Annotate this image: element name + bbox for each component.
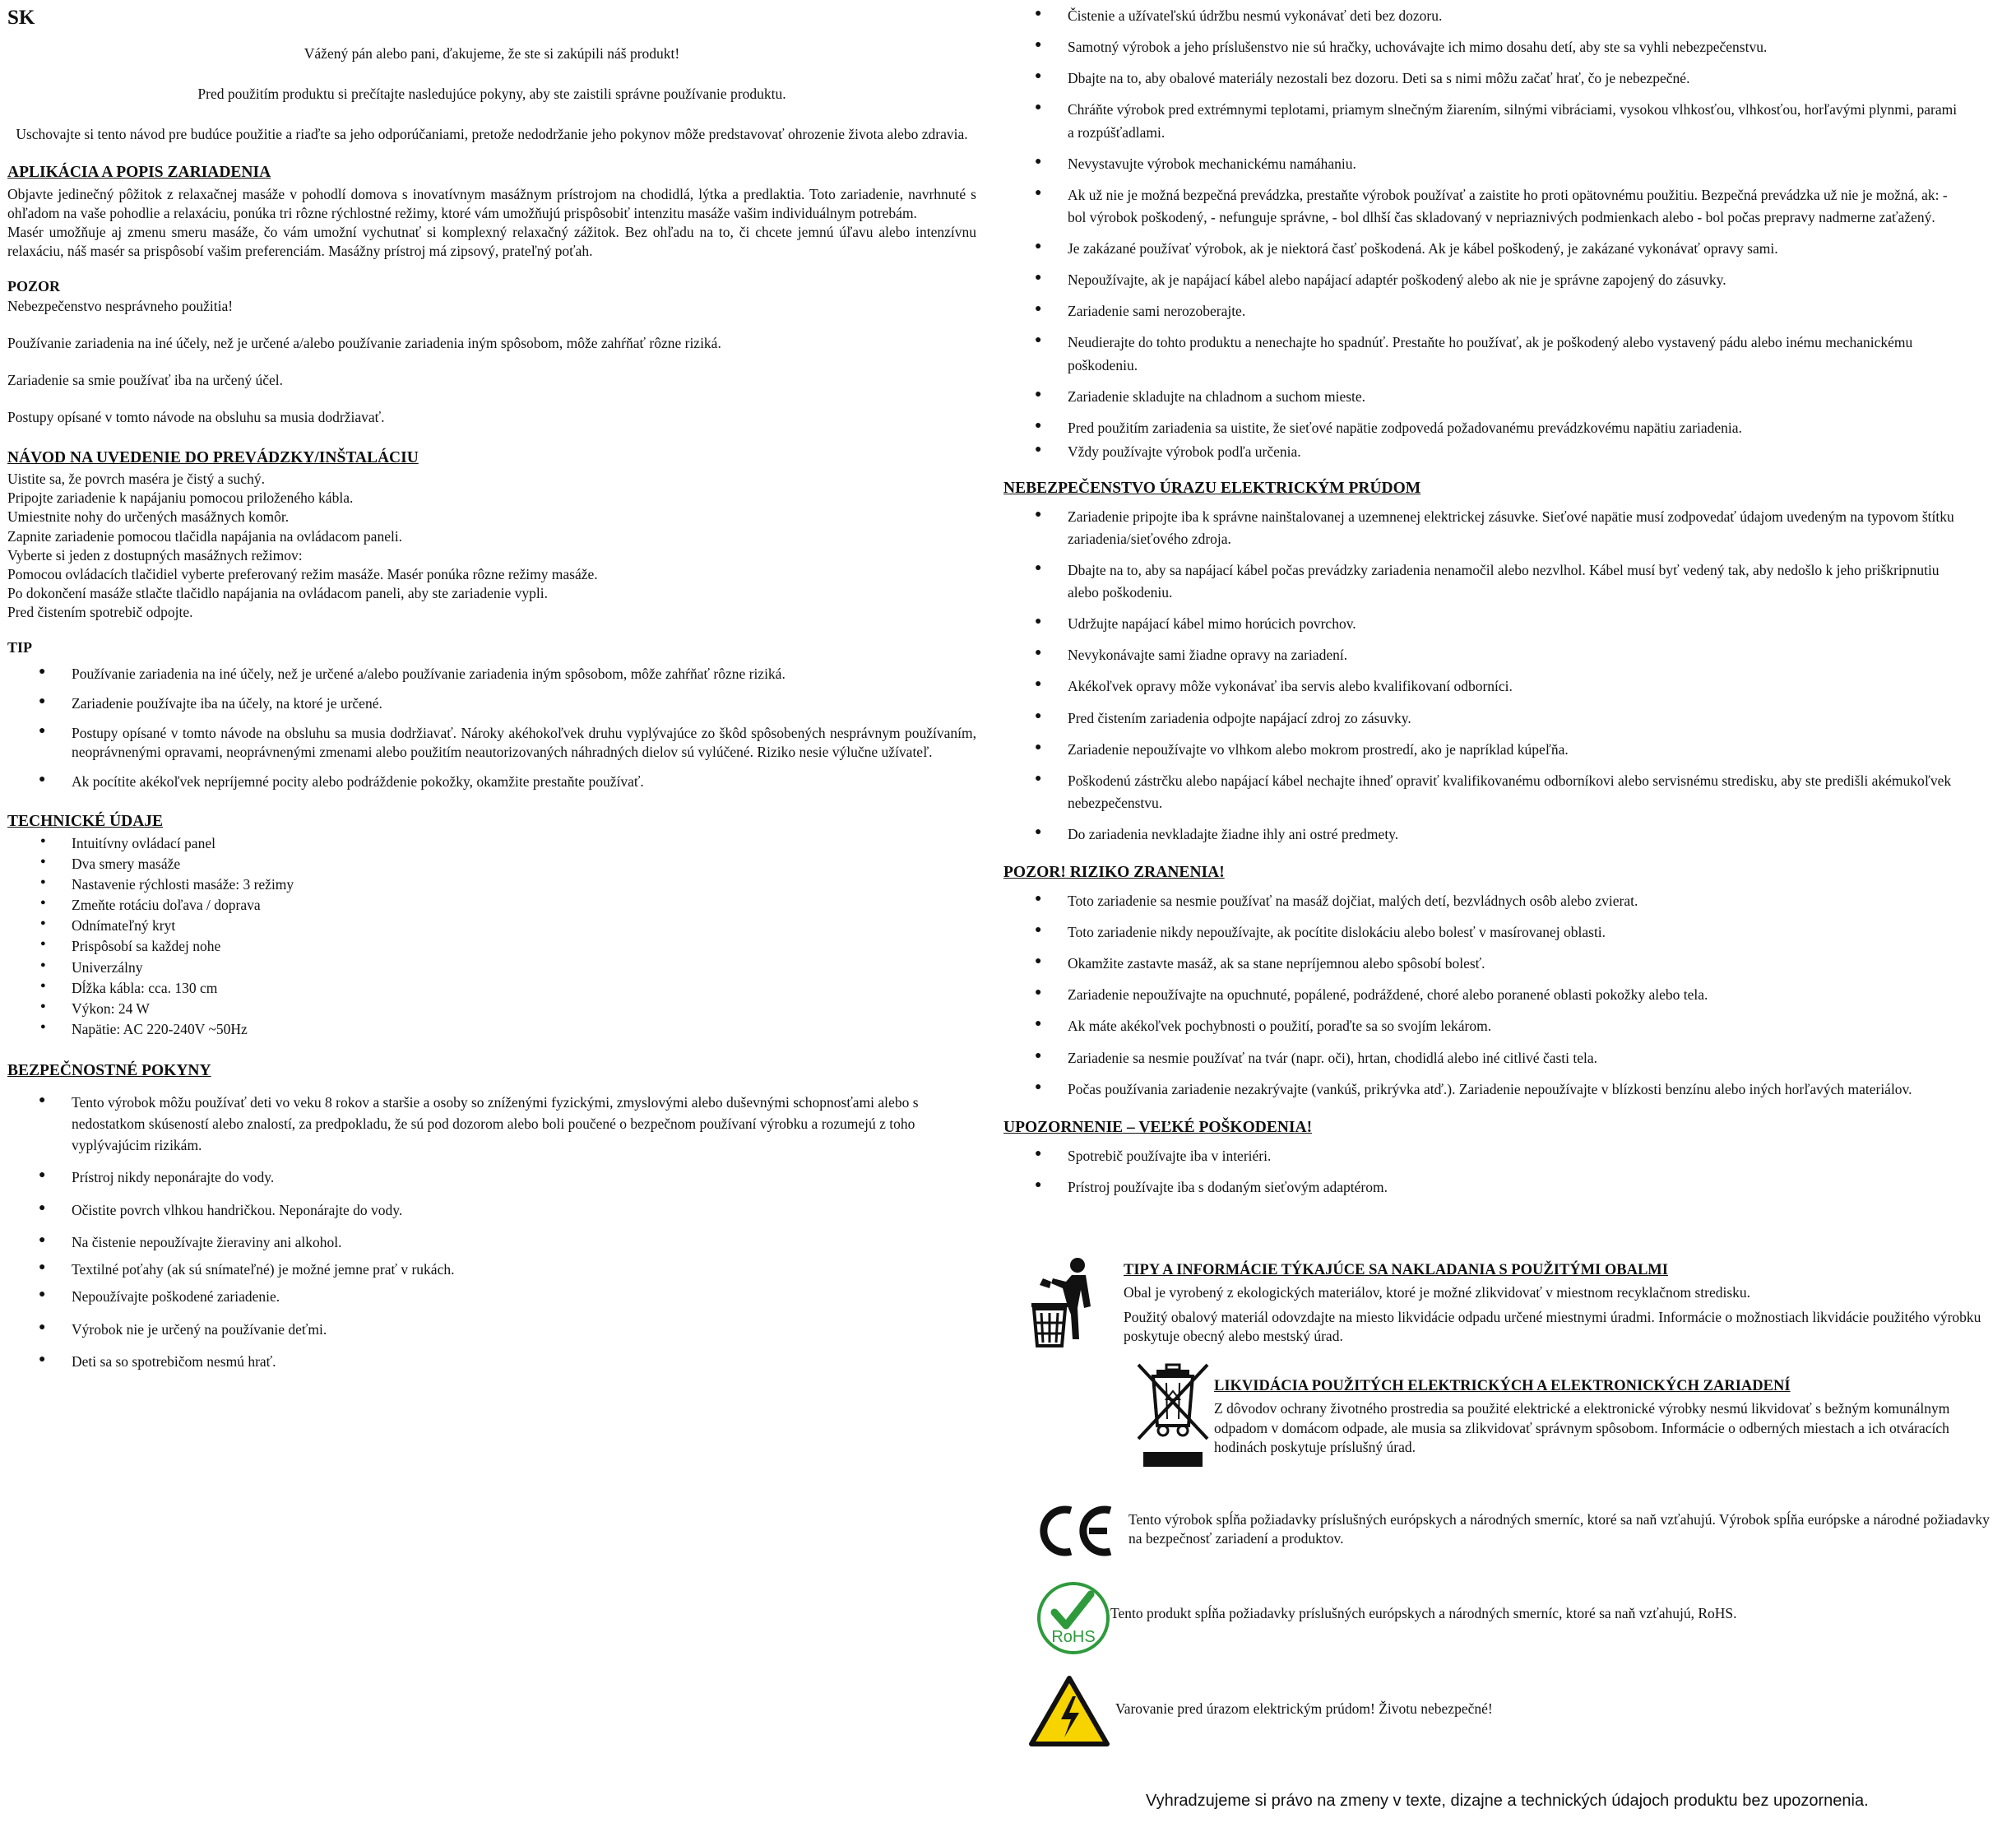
intro-keep-manual: Uschovajte si tento návod pre budúce použitie a riaďte sa jeho odporúčaniami, pretože nedodržanie jeho pokynov môže predstavovať ohrozenie života alebo zdravia.: [16, 126, 968, 143]
install-heading: NÁVOD NA UVEDENIE DO PREVÁDZKY/INŠTALÁCIU: [7, 448, 419, 466]
crossed-bin-icon: [1135, 1361, 1211, 1468]
injury-heading: POZOR! RIZIKO ZRANENIA!: [1003, 864, 1225, 882]
language-code: SK: [7, 7, 35, 29]
caution-line: Zariadenie sa smie používať iba na určený účel.: [7, 372, 283, 389]
list-item: ● Dbajte na to, aby sa napájací kábel počas prevádzky zariadenia nenamočil alebo nezvlhol. Kábel musí byť vedený tak, aby nedošlo k jeho priškripnutiu alebo poškodeniu.: [1003, 559, 1966, 604]
intro-greeting: Vážený pán alebo pani, ďakujeme, že ste si zakúpili náš produkt!: [304, 45, 680, 62]
caution-line: Postupy opísané v tomto návode na obsluhu sa musia dodržiavať.: [7, 409, 385, 426]
list-item: ● Postupy opísané v tomto návode na obsluhu sa musia dodržiavať. Nároky akéhokoľvek druhu vyplývajúce zo škôd spôsobených nesprávnym používaním, neoprávnenými opravami, neoprávnenými zmenami alebo použitím neautorizovaných náhradných dielov sú vylúčené. Riziko nesie výlučne užívateľ.: [7, 724, 976, 762]
list-item: ● Akékoľvek opravy môže vykonávať iba servis alebo kvalifikovaní odborníci.: [1003, 675, 1966, 698]
trash-person-icon: [1027, 1257, 1101, 1352]
right-column: [1003, 0, 1966, 1208]
list-item: ● Dĺžka kábla: cca. 130 cm: [7, 979, 976, 998]
list-item: ● Ak pocítite akékoľvek nepríjemné pocity alebo podráždenie pokožky, okamžite prestaňte používať.: [7, 772, 976, 791]
safety-list: [7, 1092, 976, 1373]
list-item: ● Nevykonávajte sami žiadne opravy na zariadení.: [1003, 644, 1966, 666]
list-item: ● Toto zariadenie sa nesmie používať na masáž dojčiat, malých detí, bezvládnych osôb alebo zvierat.: [1003, 890, 1966, 912]
list-item: ● Univerzálny: [7, 958, 976, 977]
damage-heading: UPOZORNENIE – VEĽKÉ POŠKODENIA!: [1003, 1118, 1313, 1136]
rohs-text: Tento produkt spĺňa požiadavky príslušných európskych a národných smerníc, ktoré sa naň vzťahujú, RoHS.: [1110, 1605, 1737, 1621]
list-item: ● Ak už nie je možná bezpečná prevádzka, prestaňte výrobok používať a zaistite ho proti opätovnému použitiu. Bezpečná prevádzka už nie je možná, ak: - bol výrobok poškodený, - nefunguje správne, - bol dlhší čas skladovaný v nepriaznivých podmienkach alebo - bol počas prepravy nadmerne zaťažený.: [1003, 184, 1966, 229]
list-item: ● Zariadenie sami nerozoberajte.: [1003, 300, 1966, 322]
ce-mark-icon: [1035, 1502, 1114, 1560]
list-item: ● Toto zariadenie nikdy nepoužívajte, ak pocítite dislokáciu alebo bolesť v masírovanej oblasti.: [1003, 921, 1966, 944]
list-item: ● Počas používania zariadenie nezakrývajte (vankúš, prikrývka atď.). Zariadenie nepoužívajte v blízkosti benzínu alebo iných horľavých materiálov.: [1003, 1078, 1966, 1101]
list-item: ● Vždy používajte výrobok podľa určenia.: [1003, 441, 1966, 463]
shock-warning-text: Varovanie pred úrazom elektrickým prúdom! Životu nebezpečné!: [1115, 1700, 1493, 1717]
list-item: ● Chráňte výrobok pred extrémnymi teplotami, priamym slnečným žiarením, silnými vibráciami, vysokou vlhkosťou, vlhkosťou, horľavými plynmi, parami a rozpúšťadlami.: [1003, 99, 1966, 143]
list-item: ● Do zariadenia nevkladajte žiadne ihly ani ostré predmety.: [1003, 823, 1966, 846]
application-paragraph-2: Masér umožňuje aj zmenu smeru masáže, čo vám umožní vychutnať si komplexný relaxačný zážitok. Bez ohľadu na to, či chcete jemnú úľavu alebo intenzívnu relaxáciu, náš masér sa prispôsobí vašim preferenciám. Masážny prístroj má zipsový, prateľný poťah.: [7, 224, 976, 260]
list-item: ● Prístroj používajte iba s dodaným sieťovým adaptérom.: [1003, 1176, 1966, 1199]
electric-heading: NEBEZPEČENSTVO ÚRAZU ELEKTRICKÝM PRÚDOM: [1003, 480, 1421, 497]
packaging-info: [1124, 1260, 1987, 1346]
install-step: Vyberte si jeden z dostupných masážnych režimov:: [7, 546, 303, 564]
list-item: ● Na čistenie nepoužívajte žieraviny ani alkohol.: [7, 1231, 976, 1253]
list-item: ● Zariadenie skladujte na chladnom a suchom mieste.: [1003, 386, 1966, 408]
list-item: ● Nastavenie rýchlosti masáže: 3 režimy: [7, 875, 976, 894]
tech-heading: TECHNICKÉ ÚDAJE: [7, 813, 164, 831]
tip-list: [7, 665, 976, 791]
list-item: ● Zariadenie sa nesmie používať na tvár (napr. oči), hrtan, chodidlá alebo iné citlivé časti tela.: [1003, 1047, 1966, 1069]
list-item: ● Pred čistením zariadenia odpojte napájací zdroj zo zásuvky.: [1003, 707, 1966, 730]
list-item: ● Zariadenie nepoužívajte na opuchnuté, popálené, podráždené, choré alebo poranené oblasti pokožky alebo tela.: [1003, 984, 1966, 1006]
list-item: ● Nevystavujte výrobok mechanickému namáhaniu.: [1003, 153, 1966, 175]
install-step: Zapnite zariadenie pomocou tlačidla napájania na ovládacom paneli.: [7, 527, 403, 545]
list-item: ● Ak máte akékoľvek pochybnosti o použití, poraďte sa so svojím lekárom.: [1003, 1015, 1966, 1037]
application-heading: APLIKÁCIA A POPIS ZARIADENIA: [7, 164, 271, 182]
install-step: Pripojte zariadenie k napájaniu pomocou priloženého kábla.: [7, 489, 354, 507]
packaging-paragraph: Použitý obalový materiál odovzdajte na miesto likvidácie odpadu určené miestnymi úradmi. Informácie o možnostiach likvidácie použitého výrobku poskytuje obecný alebo mestský úrad.: [1124, 1308, 1981, 1344]
caution-heading: POZOR: [7, 278, 61, 295]
safety-heading: BEZPEČNOSTNÉ POKYNY: [7, 1061, 211, 1079]
install-step: Po dokončení masáže stlačte tlačidlo napájania na ovládacom paneli, aby ste zariadenie vypli.: [7, 584, 548, 601]
list-item: ● Nepoužívajte, ak je napájací kábel alebo napájací adaptér poškodený alebo ak nie je správne zapojený do zásuvky.: [1003, 269, 1966, 291]
install-step: Pred čistením spotrebič odpojte.: [7, 603, 193, 620]
caution-subtitle: Nebezpečenstvo nesprávneho použitia!: [7, 298, 234, 315]
list-item: ● Deti sa so spotrebičom nesmú hrať.: [7, 1351, 976, 1372]
safety-continued-list: [1003, 5, 1966, 463]
injury-list: [1003, 890, 1966, 1101]
weee-paragraph: Z dôvodov ochrany životného prostredia sa použité elektrické a elektronické výrobky nesmú likvidovať s bežným komunálnym odpadom v domácom odpade, ale musia sa zlikvidovať správnym spôsobom. Informácie o odberných miestach a ich otváracích hodinách poskytuje príslušný úrad.: [1214, 1400, 1950, 1455]
list-item: ● Nepoužívajte poškodené zariadenie.: [7, 1286, 976, 1307]
list-item: ● Udržujte napájací kábel mimo horúcich povrchov.: [1003, 613, 1966, 635]
list-item: ● Textilné poťahy (ak sú snímateľné) je možné jemne prať v rukách.: [7, 1259, 976, 1280]
weee-heading: LIKVIDÁCIA POUŽITÝCH ELEKTRICKÝCH A ELEKTRONICKÝCH ZARIADENÍ: [1214, 1378, 1791, 1394]
list-item: ● Čistenie a užívateľskú údržbu nesmú vykonávať deti bez dozoru.: [1003, 5, 1966, 27]
list-item: ● Výkon: 24 W: [7, 1000, 976, 1018]
intro-read-instructions: Pred použitím produktu si prečítajte nasledujúce pokyny, aby ste zaistili správne používanie produktu.: [197, 86, 786, 103]
install-step: Uistite sa, že povrch maséra je čistý a suchý.: [7, 471, 265, 488]
electric-shock-warning-icon: [1028, 1675, 1110, 1749]
rohs-label: RoHS: [1051, 1628, 1096, 1646]
footer-disclaimer: Vyhradzujeme si právo na zmeny v texte, dizajne a technických údajoch produktu bez upozornenia.: [1146, 1792, 1869, 1810]
list-item: ● Napätie: AC 220-240V ~50Hz: [7, 1020, 976, 1039]
list-item: ● Očistite povrch vlhkou handričkou. Neponárajte do vody.: [7, 1199, 976, 1221]
list-item: ● Prispôsobí sa každej nohe: [7, 937, 976, 956]
list-item: ● Výrobok nie je určený na používanie deťmi.: [7, 1319, 976, 1340]
list-item: ● Zmeňte rotáciu doľava / doprava: [7, 896, 976, 915]
packaging-paragraph: Obal je vyrobený z ekologických materiálov, ktoré je možné zlikvidovať v miestnom recyklačnom stredisku.: [1124, 1284, 1751, 1301]
rohs-icon: [1035, 1579, 1112, 1657]
list-item: ● Prístroj nikdy neponárajte do vody.: [7, 1167, 976, 1188]
application-paragraph-1: Objavte jedinečný pôžitok z relaxačnej masáže v pohodlí domova s inovatívnym masážnym prístrojom na chodidlá, lýtka a predlaktia. Toto zariadenie, navrhnuté s ohľadom na vaše pohodlie a relaxáciu, ponúka tri rôzne rýchlostné režimy, ktoré vám umožňujú prispôsobiť intenzitu masáže vašim individuálnym potrebám.: [7, 186, 976, 222]
list-item: ● Neudierajte do tohto produktu a nenechajte ho spadnúť. Prestaňte ho používať, ak je poškodený alebo vystavený pádu alebo inému mechanickému poškodeniu.: [1003, 332, 1966, 376]
list-item: ● Okamžite zastavte masáž, ak sa stane nepríjemnou alebo spôsobí bolesť.: [1003, 953, 1966, 975]
list-item: ● Používanie zariadenia na iné účely, než je určené a/alebo používanie zariadenia iným spôsobom, môže zahŕňať rôzne riziká.: [7, 665, 976, 684]
caution-line: Používanie zariadenia na iné účely, než je určené a/alebo používanie zariadenia iným spôsobom, môže zahŕňať rôzne riziká.: [7, 335, 721, 352]
electric-list: [1003, 506, 1966, 846]
list-item: ● Spotrebič používajte iba v interiéri.: [1003, 1145, 1966, 1167]
list-item: ● Samotný výrobok a jeho príslušenstvo nie sú hračky, uchovávajte ich mimo dosahu detí, aby ste sa vyhli nebezpečenstvu.: [1003, 36, 1966, 58]
install-step: Umiestnite nohy do určených masážnych komôr.: [7, 508, 290, 526]
list-item: ● Zariadenie nepoužívajte vo vlhkom alebo mokrom prostredí, ako je napríklad kúpeľňa.: [1003, 739, 1966, 761]
list-item: ● Poškodenú zástrčku alebo napájací kábel nechajte ihneď opraviť kvalifikovanému odborníkovi alebo servisnému stredisku, aby ste predišli akémukoľvek nebezpečenstvu.: [1003, 770, 1966, 814]
tech-list: [7, 834, 976, 1039]
list-item: ● Je zakázané používať výrobok, ak je niektorá časť poškodená. Ak je kábel poškodený, je zakázané vykonávať opravy sami.: [1003, 238, 1966, 260]
list-item: ● Intuitívny ovládací panel: [7, 834, 976, 853]
left-column: [7, 0, 976, 1383]
weee-info: [1214, 1376, 1987, 1457]
ce-text: Tento výrobok spĺňa požiadavky príslušných európskych a národných smerníc, ktoré sa naň vzťahujú. Výrobok spĺňa európske a národné požiadavky na bezpečnosť zariadení a produktov.: [1128, 1511, 1990, 1547]
list-item: ● Zariadenie pripojte iba k správne nainštalovanej a uzemnenej elektrickej zásuvke. Sieťové napätie musí zodpovedať údajom uvedeným na typovom štítku zariadenia/sieťového zdroja.: [1003, 506, 1966, 550]
list-item: ● Dva smery masáže: [7, 855, 976, 874]
list-item: ● Tento výrobok môžu používať deti vo veku 8 rokov a staršie a osoby so zníženými fyzickými, zmyslovými alebo duševnými schopnosťami alebo s nedostatkom skúseností alebo znalostí, za predpokladu, že sú pod dozorom alebo boli poučené o bezpečnom používaní výrobku a rozumejú z toho vyplývajúcim rizikám.: [7, 1092, 976, 1157]
damage-list: [1003, 1145, 1966, 1199]
list-item: ● Pred použitím zariadenia sa uistite, že sieťové napätie zodpovedá požadovanému prevádzkovému napätiu zariadenia.: [1003, 417, 1966, 439]
packaging-heading: TIPY A INFORMÁCIE TÝKAJÚCE SA NAKLADANIA S POUŽITÝMI OBALMI: [1124, 1262, 1668, 1278]
install-step: Pomocou ovládacích tlačidiel vyberte preferovaný režim masáže. Masér ponúka rôzne režimy masáže.: [7, 565, 598, 582]
list-item: ● Dbajte na to, aby obalové materiály nezostali bez dozoru. Deti sa s nimi môžu začať hrať, čo je nebezpečné.: [1003, 67, 1966, 90]
tip-heading: TIP: [7, 639, 33, 656]
list-item: ● Odnímateľný kryt: [7, 916, 976, 935]
list-item: ● Zariadenie používajte iba na účely, na ktoré je určené.: [7, 694, 976, 713]
